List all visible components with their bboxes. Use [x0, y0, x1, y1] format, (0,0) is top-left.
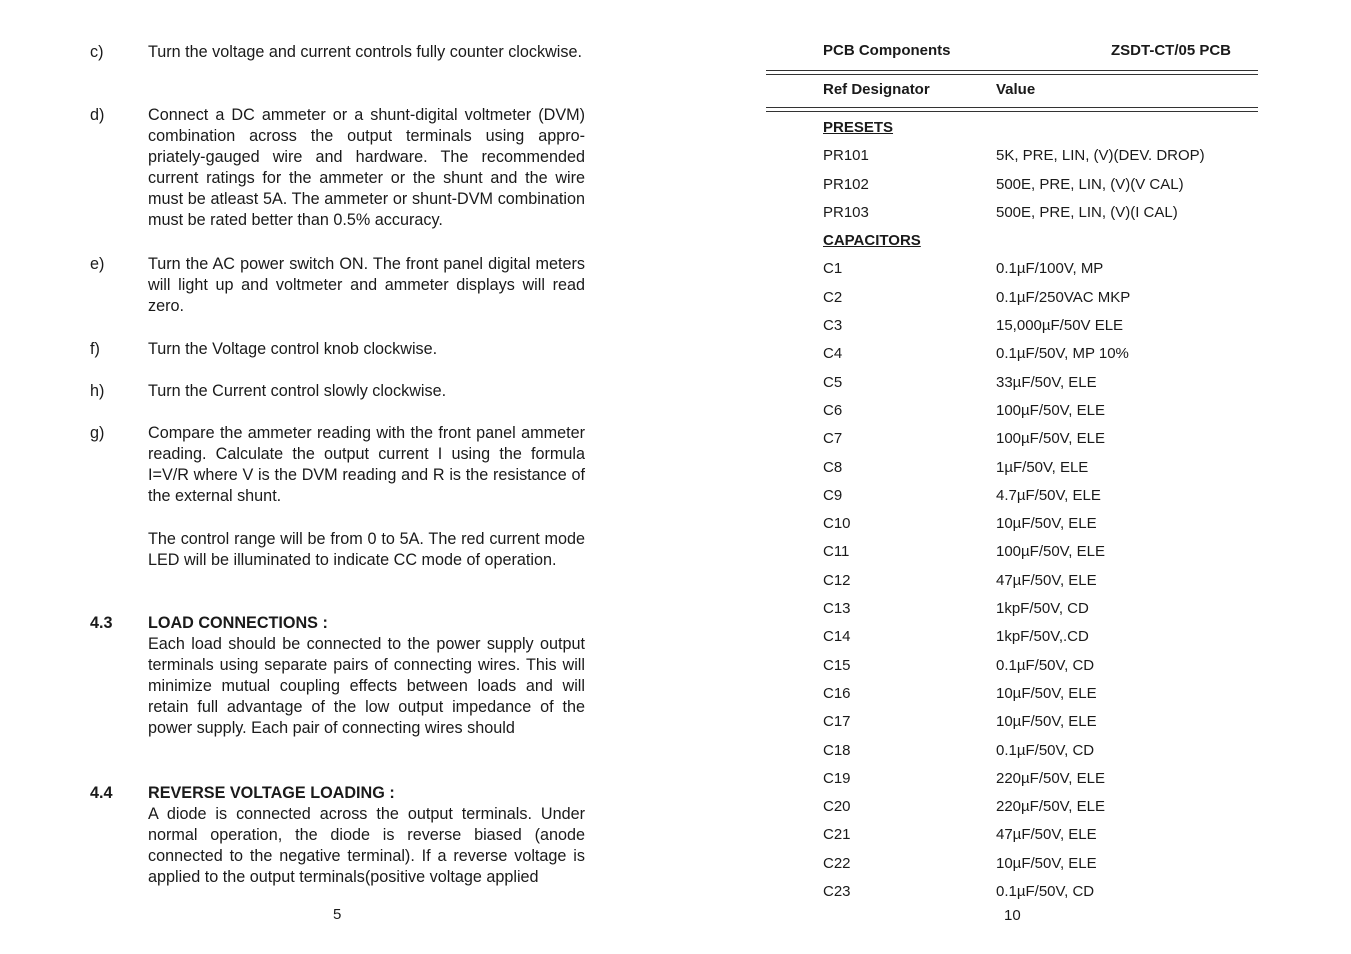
step-marker: g)	[90, 424, 105, 442]
table-row	[823, 652, 1263, 680]
components-table	[823, 114, 1263, 906]
table-row	[823, 482, 1263, 510]
table-row	[823, 255, 1263, 283]
step-marker: d)	[90, 106, 105, 124]
left-page	[0, 0, 660, 954]
component-value: 100µF/50V, ELE	[996, 430, 1105, 448]
table-group-heading	[823, 114, 1263, 142]
table-row	[823, 397, 1263, 425]
double-rule-top-b	[766, 74, 1258, 75]
step-item-h	[90, 381, 585, 402]
ref-designator: PR103	[823, 203, 869, 221]
ref-designator: PR102	[823, 175, 869, 193]
ref-designator: CAPACITORS	[823, 232, 921, 250]
component-value: 1kpF/50V,.CD	[996, 628, 1089, 646]
ref-designator: C11	[823, 543, 850, 561]
double-rule-mid-b	[766, 111, 1258, 112]
step-text: Turn the AC power switch ON. The front panel digital meters will light up and voltmeter and ammeter displays will read zero.	[148, 255, 585, 315]
ref-designator: PR101	[823, 147, 869, 165]
ref-designator: C9	[823, 486, 843, 504]
component-value: 0.1µF/50V, MP 10%	[996, 345, 1129, 363]
section-heading: REVERSE VOLTAGE LOADING :	[148, 784, 395, 802]
double-rule-top-a	[766, 70, 1258, 71]
section-text: Each load should be connected to the power supply output terminals using separate pairs of connecting wires. This will minimize mutual coupling effects between loads and will retain full advantage of the low output impedance of the power supply. Each pair of connecting wires should	[148, 635, 585, 737]
step-text: Turn the voltage and current controls fully counter clockwise.	[148, 43, 582, 61]
table-row	[823, 567, 1263, 595]
ref-designator: PRESETS	[823, 119, 894, 136]
page-number: 10	[1004, 907, 1021, 924]
ref-designator: C4	[823, 345, 843, 363]
component-value: 33µF/50V, ELE	[996, 373, 1097, 391]
ref-designator: C5	[823, 373, 843, 391]
ref-designator: C16	[823, 684, 851, 702]
step-item-f	[90, 339, 585, 360]
component-value: 0.1µF/50V, CD	[996, 741, 1095, 759]
table-row	[823, 312, 1263, 340]
step-text: Turn the Voltage control knob clockwise.	[148, 340, 438, 358]
section-4-3	[90, 613, 585, 739]
table-row	[823, 595, 1263, 623]
step-text: Compare the ammeter reading with the front panel ammeter reading. Calculate the output current I using the formula I=V/R where V is the DVM reading and R is the resistance of the external shunt.	[148, 424, 585, 505]
table-row	[823, 793, 1263, 821]
ref-designator: C19	[823, 769, 851, 787]
component-value: 0.1µF/50V, CD	[996, 883, 1095, 901]
ref-designator: C6	[823, 401, 843, 419]
table-row	[823, 454, 1263, 482]
table-row	[823, 708, 1263, 736]
column-header-ref: Ref Designator	[823, 81, 930, 98]
table-row	[823, 171, 1263, 199]
ref-designator: C2	[823, 288, 843, 306]
table-row	[823, 737, 1263, 765]
ref-designator: C8	[823, 458, 843, 476]
ref-designator: C23	[823, 883, 851, 901]
step-marker: h)	[90, 382, 105, 400]
component-value: 1kpF/50V, CD	[996, 600, 1089, 618]
step-item-c	[90, 42, 585, 63]
table-row	[823, 142, 1263, 170]
ref-designator: C15	[823, 656, 851, 674]
page-number: 5	[333, 906, 342, 923]
component-value: 220µF/50V, ELE	[996, 769, 1105, 787]
table-row	[823, 199, 1263, 227]
step-text: Turn the Current control slowly clockwise.	[148, 382, 447, 400]
section-heading: LOAD CONNECTIONS :	[148, 614, 328, 632]
step-marker: f)	[90, 340, 100, 358]
table-row	[823, 680, 1263, 708]
component-value: 10µF/50V, ELE	[996, 713, 1097, 731]
table-row	[823, 510, 1263, 538]
table-row	[823, 765, 1263, 793]
component-value: 47µF/50V, ELE	[996, 826, 1097, 844]
ref-designator: C3	[823, 317, 843, 335]
column-header-value: Value	[996, 81, 1036, 98]
component-value: 10µF/50V, ELE	[996, 854, 1097, 872]
component-value: 1µF/50V, ELE	[996, 458, 1089, 476]
step-note	[90, 529, 585, 571]
right-page	[660, 0, 1351, 954]
section-4-4	[90, 783, 585, 888]
pcb-code: ZSDT-CT/05 PCB	[1111, 42, 1232, 59]
step-item-e	[90, 254, 585, 317]
component-value: 47µF/50V, ELE	[996, 571, 1097, 589]
table-row	[823, 538, 1263, 566]
ref-designator: C10	[823, 515, 851, 533]
table-row	[823, 340, 1263, 368]
ref-designator: C17	[823, 713, 851, 731]
step-item-g	[90, 423, 585, 507]
component-value: 0.1µF/100V, MP	[996, 260, 1104, 278]
step-marker: c)	[90, 43, 104, 61]
table-row	[823, 878, 1263, 906]
table-row	[823, 425, 1263, 453]
ref-designator: C18	[823, 741, 851, 759]
component-value: 100µF/50V, ELE	[996, 401, 1105, 419]
table-row	[823, 284, 1263, 312]
table-row	[823, 623, 1263, 651]
step-text: The control range will be from 0 to 5A. The red current mode LED will be illuminated to indicate CC mode of operation.	[148, 530, 585, 569]
ref-designator: C22	[823, 854, 851, 872]
ref-designator: C20	[823, 798, 851, 816]
table-row	[823, 850, 1263, 878]
ref-designator: C7	[823, 430, 843, 448]
component-value: 15,000µF/50V ELE	[996, 317, 1124, 335]
double-rule-mid-a	[766, 107, 1258, 108]
ref-designator: C21	[823, 826, 851, 844]
section-number: 4.3	[90, 614, 113, 632]
component-value: 5K, PRE, LIN, (V)(DEV. DROP)	[996, 147, 1205, 165]
step-text: Connect a DC ammeter or a shunt-digital voltmeter (DVM) combination across the output terminals using appro-priately-gauged wire and hardware. The recommended current ratings for the ammeter or the shunt and the wire must be atleast 5A. The ammeter or shunt-DVM combination must be rated better than 0.5% accuracy.	[148, 106, 585, 229]
component-value: 0.1µF/250VAC MKP	[996, 288, 1131, 306]
component-value: 500E, PRE, LIN, (V)(V CAL)	[996, 175, 1184, 193]
component-value: 10µF/50V, ELE	[996, 515, 1097, 533]
table-row	[823, 821, 1263, 849]
component-value: 100µF/50V, ELE	[996, 543, 1105, 561]
table-row	[823, 369, 1263, 397]
table-group-heading	[823, 227, 1263, 255]
ref-designator: C12	[823, 571, 851, 589]
step-marker: e)	[90, 255, 105, 273]
table-title: PCB Components	[823, 42, 951, 59]
component-value: 500E, PRE, LIN, (V)(I CAL)	[996, 203, 1178, 221]
section-text: A diode is connected across the output terminals. Under normal operation, the diode is reverse biased (anode connected to the negative terminal). If a reverse voltage is applied to the output terminals(positive voltage applied	[148, 805, 585, 886]
ref-designator: C1	[823, 260, 843, 278]
component-value: 10µF/50V, ELE	[996, 684, 1097, 702]
ref-designator: C13	[823, 600, 851, 618]
section-number: 4.4	[90, 784, 113, 802]
ref-designator: C14	[823, 628, 851, 646]
component-value: 4.7µF/50V, ELE	[996, 486, 1101, 504]
component-value: 0.1µF/50V, CD	[996, 656, 1095, 674]
component-value: 220µF/50V, ELE	[996, 798, 1105, 816]
step-item-d	[90, 105, 585, 231]
